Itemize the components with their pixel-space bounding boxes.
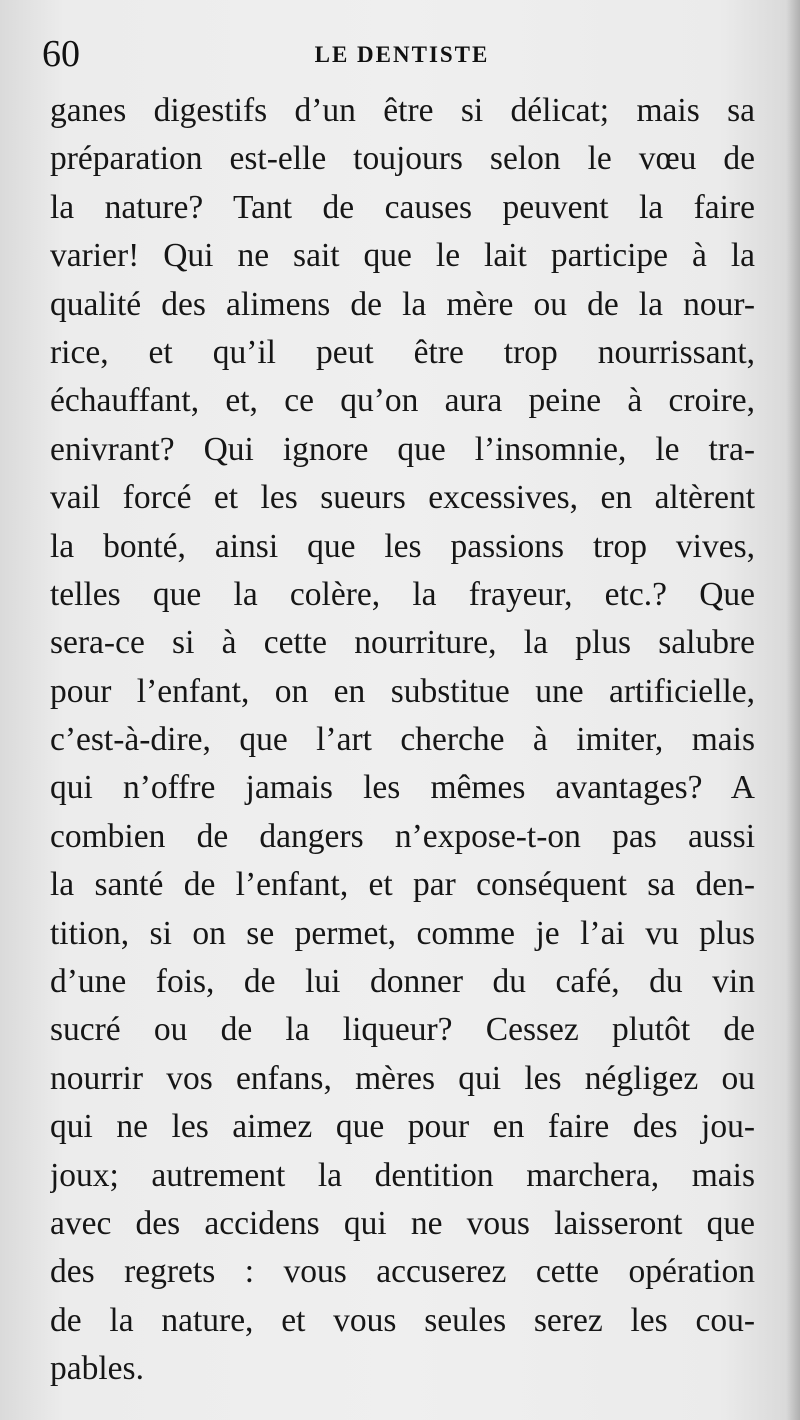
text-line: des regrets : vous accuserez cette opération [50, 1253, 755, 1291]
running-title: LE DENTISTE [314, 42, 490, 67]
text-line: telles que la colère, la frayeur, etc.? Que [50, 575, 755, 613]
text-line: de la nature, et vous seules serez les cou- [50, 1301, 755, 1339]
text-line: avec des accidens qui ne vous laisseront que [50, 1204, 755, 1242]
text-line: la nature? Tant de causes peuvent la faire [50, 188, 755, 226]
text-line: préparation est-elle toujours selon le vœu de [50, 140, 755, 178]
text-line: sucré ou de la liqueur? Cessez plutôt de [50, 1011, 755, 1049]
text-line: rice, et qu’il peut être trop nourrissant, [50, 333, 755, 371]
page-number: 60 [42, 33, 80, 75]
text-line: la bonté, ainsi que les passions trop vives, [50, 527, 755, 565]
text-line: qui n’offre jamais les mêmes avantages? A [50, 769, 755, 807]
text-line: c’est-à-dire, que l’art cherche à imiter, mais [50, 721, 755, 759]
text-line: sera-ce si à cette nourriture, la plus salubre [50, 624, 755, 662]
page-edge-shadow [786, 0, 800, 1420]
text-line: la santé de l’enfant, et par conséquent sa den- [50, 866, 755, 904]
text-line: ganes digestifs d’un être si délicat; mais sa [50, 92, 755, 129]
text-line: d’une fois, de lui donner du café, du vin [50, 963, 755, 1001]
text-line: varier! Qui ne sait que le lait participe à la [50, 237, 755, 275]
text-line: nourrir vos enfans, mères qui les négligez ou [50, 1059, 755, 1097]
text-line: joux; autrement la dentition marchera, mais [50, 1156, 755, 1194]
body-text [50, 87, 755, 1394]
text-line: enivrant? Qui ignore que l’insomnie, le tra- [50, 430, 755, 468]
text-line: vail forcé et les sueurs excessives, en altèrent [50, 479, 755, 517]
text-line: pour l’enfant, on en substitue une artificielle, [50, 672, 755, 710]
page-header [42, 28, 762, 78]
text-line: pables. [50, 1350, 144, 1388]
text-line: combien de dangers n’expose-t-on pas aussi [50, 817, 755, 855]
text-line: tition, si on se permet, comme je l’ai vu plus [50, 914, 755, 952]
text-line: qui ne les aimez que pour en faire des jou- [50, 1108, 755, 1146]
text-line: échauffant, et, ce qu’on aura peine à croire, [50, 382, 755, 420]
text-line: qualité des alimens de la mère ou de la nour- [50, 285, 755, 323]
